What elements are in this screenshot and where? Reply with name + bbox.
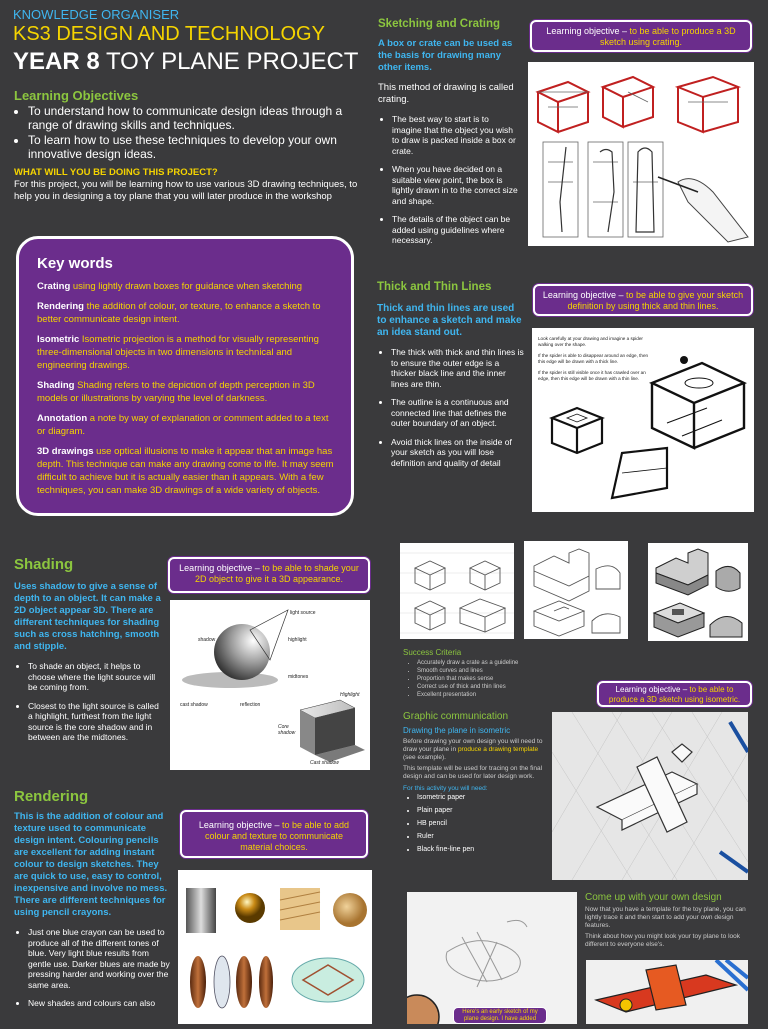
- rendering-image: [178, 870, 372, 1024]
- list-item: • When you have decided on a suitable view point, the box is lightly drawn in to the correct size and shape.: [392, 164, 520, 206]
- sketching-method: This method of drawing is called crating.: [378, 82, 514, 105]
- isometric-sketch-3: [648, 543, 748, 641]
- need-title: For this activity you will need:: [403, 785, 488, 792]
- shading-list: [14, 661, 162, 743]
- speech-bubble: Here's an early sketch of my plane design. I have added: [453, 1007, 547, 1024]
- project-label: TOY PLANE PROJECT: [105, 48, 359, 75]
- list-item: • Proportion that makes sense: [417, 676, 593, 683]
- key-word-item: Shading Shading refers to the depiction of depth perception in 3D models or illustrations by varying the level of darkness.: [37, 380, 315, 404]
- rendering-list: [14, 927, 170, 1009]
- shading-image: [170, 600, 370, 770]
- gc-text-2: This template will be used for tracing on the final design and can be used for later design work.: [403, 765, 543, 780]
- own-design-text-1: Now that you have a template for the toy plane, you can lightly trace it and then start to add your own design features.: [585, 906, 746, 929]
- learning-objective-thick-thin: Learning objective – to be able to give your sketch definition by using thick and thin lines.: [533, 284, 753, 316]
- list-item: • Accurately draw a crate as a guideline: [417, 660, 593, 667]
- year-label: YEAR 8: [13, 48, 100, 75]
- sketching-intro: A box or crate can be used as the basis for drawing many other items.: [378, 38, 513, 73]
- own-design-text-2: Think about how you might look your toy plane to look different to everyone else's.: [585, 933, 741, 948]
- label-light-source: light source: [290, 610, 316, 616]
- list-item: • New shades and colours can also: [28, 998, 170, 1009]
- spider-note-1: Look carefully at your drawing and imagine a spider walking over the shape.: [538, 336, 643, 347]
- key-word-item: Rendering the addition of colour, or texture, to enhance a sketch to better communicate design intent.: [37, 301, 321, 325]
- crating-illustration: [528, 62, 754, 246]
- success-criteria: [403, 648, 593, 699]
- header: [13, 7, 363, 77]
- label-shadow: shadow: [198, 637, 216, 643]
- key-word-item: Crating using lightly drawn boxes for guidance when sketching: [37, 281, 303, 292]
- project-answer: For this project, you will be learning how to use various 3D drawing techniques, to help you in designing a toy plane that you will later produce in the workshop: [14, 179, 358, 202]
- shading-title: Shading: [14, 556, 74, 573]
- spider-note-3: If the spider is still visible once it has crawled over an edge, then this edge will be drawn with a thin line.: [538, 370, 646, 381]
- shading-intro: Uses shadow to give a sense of depth to an object. It can make a 2D object appear 3D. There are different techniques for shading such as cross hatching, smooth and stipple.: [14, 581, 161, 652]
- isometric-grid-drawing-1: [400, 543, 514, 639]
- isometric-grid-drawing-2: [524, 541, 628, 639]
- label-cast-shadow: cast shadow: [180, 702, 208, 708]
- learning-objective-crating: Learning objective – to be able to produce a 3D sketch using crating.: [530, 20, 752, 52]
- list-item: • Black fine-line pen: [417, 846, 549, 854]
- learning-objectives: [14, 88, 360, 203]
- early-sketch-photo: [407, 892, 577, 1024]
- subject-title: KS3 DESIGN AND TECHNOLOGY: [13, 23, 325, 45]
- list-item: • Ruler: [417, 833, 549, 841]
- label-cube-cast-shadow: Cast shadow: [310, 760, 339, 766]
- lo-title: Learning Objectives: [14, 88, 139, 103]
- plane-on-isometric-paper: [552, 712, 748, 880]
- success-list: [403, 660, 593, 699]
- coloured-plane-drawing: [586, 960, 748, 1024]
- sketching-list: [378, 114, 520, 246]
- thick-thin-illustration: [532, 328, 754, 512]
- list-item: • To learn how to use these techniques to develop your own innovative design ideas.: [28, 133, 360, 161]
- kicker: KNOWLEDGE ORGANISER: [13, 7, 180, 22]
- key-word-item: 3D drawings use optical illusions to make it appear that an image has depth. This technique can make any drawing come to life. It may seem difficult to achieve but it is actually easier than it appears. With a few techniques, you can make 3D drawings of a wide variety of objects.: [37, 446, 334, 496]
- rendering-illustration: [178, 870, 372, 1024]
- label-highlight: highlight: [288, 637, 307, 643]
- label-midtones: midtones: [288, 674, 309, 680]
- page-title: [13, 47, 363, 77]
- label-cube-highlight: Highlight: [340, 692, 360, 698]
- list-item: • Isometric paper: [417, 794, 549, 802]
- learning-objective-shading: Learning objective – to be able to shade your 2D object to give it a 3D appearance.: [168, 557, 370, 593]
- list-item: • The outline is a continuous and connected line that defines the outer boundary of an object.: [391, 397, 525, 429]
- own-design-section: [585, 892, 755, 949]
- key-word-item: Annotation a note by way of explanation or comment added to a text or diagram.: [37, 413, 329, 437]
- list-item: • Excellent presentation: [417, 692, 593, 699]
- project-question: WHAT WILL YOU BE DOING THIS PROJECT?: [14, 167, 218, 178]
- list-item: • To shade an object, it helps to choose where the light source will be coming from.: [28, 661, 162, 693]
- gc-text: Before drawing your own design you will need to draw your plane in produce a drawing template (see example).: [403, 738, 543, 761]
- lo-list: [14, 104, 360, 161]
- thick-thin-title: Thick and Thin Lines: [377, 281, 492, 293]
- list-item: • Correct use of thick and thin lines: [417, 684, 593, 691]
- success-title: Success Criteria: [403, 648, 462, 657]
- shading-section: [14, 556, 162, 749]
- own-design-title: Come up with your own design: [585, 892, 722, 903]
- graphic-communication: [403, 711, 549, 854]
- thick-thin-list: [377, 347, 525, 468]
- list-item: • Closest to the light source is called a highlight, furthest from the light source is the core shadow and in between are the midtones.: [28, 701, 162, 743]
- key-words-panel: [16, 236, 354, 516]
- sketching-title: Sketching and Crating: [378, 18, 501, 30]
- list-item: • The thick with thick and thin lines is to ensure the outer edge is a thicker black line and the inner lines are thin.: [391, 347, 525, 389]
- coloured-plane-image: [586, 960, 748, 1024]
- isometric-sketch-2: [524, 541, 628, 639]
- list-item: • The best way to start is to imagine that the object you wish to draw is packed inside a box or crate.: [392, 114, 520, 156]
- sketching-section: [378, 18, 520, 252]
- crating-image: [528, 62, 754, 246]
- key-word-item: Isometric Isometric projection is a method for visually representing three-dimensional objects in two dimensions in technical and engineering drawings.: [37, 334, 319, 371]
- learning-objective-rendering: Learning objective – to be able to add colour and texture to communicate material choices.: [180, 810, 368, 858]
- need-list: [403, 794, 549, 854]
- thick-thin-intro: Thick and thin lines are used to enhance a sketch and make an idea stand out.: [377, 303, 522, 338]
- list-item: • Smooth curves and lines: [417, 668, 593, 675]
- spider-note-2: If the spider is able to disappear around an edge, then this edge will be drawn with a thick line.: [538, 353, 649, 364]
- learning-objective-isometric: Learning objective – to be able to produce a 3D sketch using isometric.: [597, 681, 752, 707]
- list-item: • The details of the object can be added using guidelines where necessary.: [392, 214, 520, 246]
- early-plane-sketch: [407, 892, 577, 1024]
- list-item: • To understand how to communicate design ideas through a range of drawing skills and techniques.: [28, 104, 360, 132]
- list-item: • Plain paper: [417, 807, 549, 815]
- key-words-title: Key words: [37, 255, 113, 272]
- gc-title: Graphic communication: [403, 711, 509, 722]
- isometric-sketch-1: [400, 543, 514, 639]
- list-item: • Just one blue crayon can be used to produce all of the different tones of blue. Very light blue results from gentle use. Darker blues are made by pressing harder and working over the same area.: [28, 927, 170, 990]
- isometric-shaded-drawing: [648, 543, 748, 641]
- rendering-section: [14, 788, 170, 1015]
- isometric-plane-photo: [552, 712, 748, 880]
- list-item: • HB pencil: [417, 820, 549, 828]
- label-core-shadow: Core shadow: [278, 724, 296, 736]
- thick-thin-image: [532, 328, 754, 512]
- label-reflection: reflection: [240, 702, 261, 708]
- gc-subtitle: Drawing the plane in isometric: [403, 726, 511, 735]
- rendering-title: Rendering: [14, 788, 89, 805]
- list-item: • Avoid thick lines on the inside of your sketch as you will lose definition and quality of detail: [391, 437, 525, 469]
- rendering-intro: This is the addition of colour and texture used to communicate design intent. Colouring pencils are excellent for adding instant colour to design sketches. They are quick to use, easy to control, inexpensive and involve no mess. There are different techniques for using pencil crayons.: [14, 811, 168, 918]
- thick-thin-section: [377, 281, 525, 474]
